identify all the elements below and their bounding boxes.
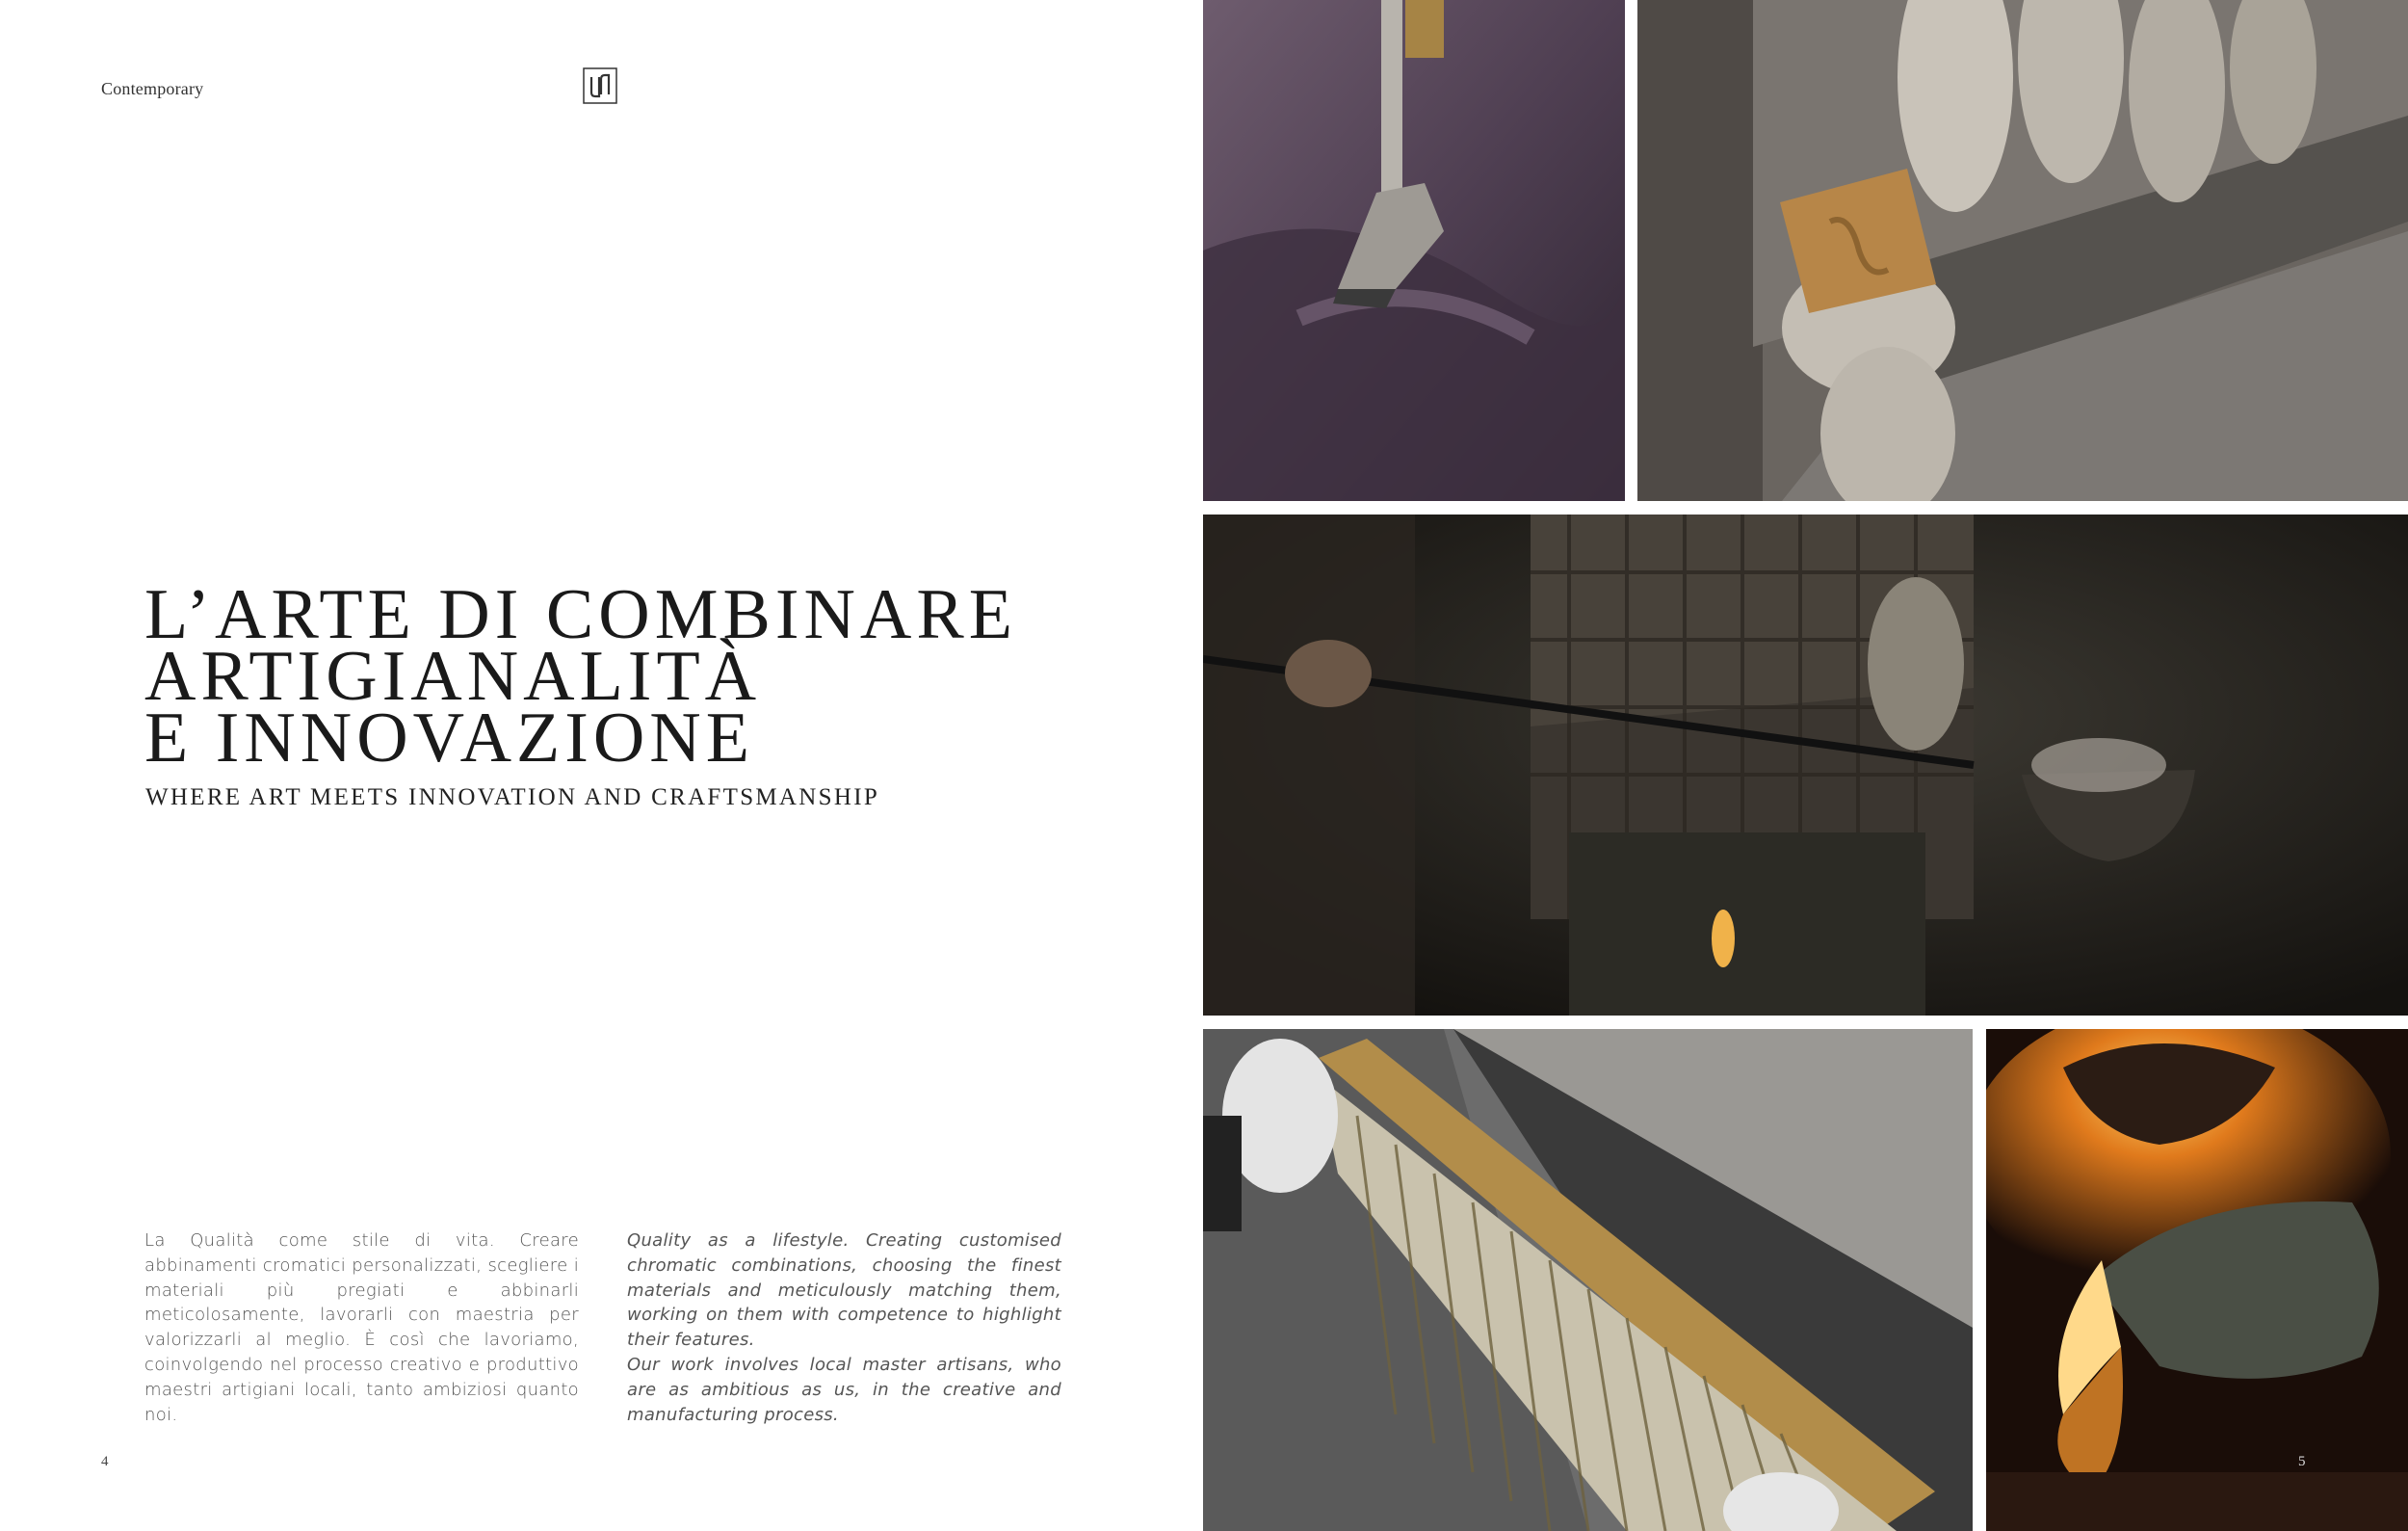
italian-paragraph: La Qualità come stile di vita. Creare abbinamenti cromatici personalizzati, scegliere i materiali più pregiati e abbinarli meticolosamente, lavorarli con maestria per valorizzarli al meglio. È così che lavoriamo, coinvolgendo nel processo creativo e produttivo maestri artigiani locali, tanto ambiziosi quanto noi.: [144, 1230, 579, 1425]
english-paragraph-1: Quality as a lifestyle. Creating customised chromatic combinations, choosing the finest materials and meticulously matching them, working on them with competence to highlight their features.: [627, 1230, 1061, 1351]
gloved-hands-brass-logo-plate-photo: [1637, 0, 2408, 501]
body-text-english: [627, 1228, 1061, 1427]
section-label: Contemporary: [101, 79, 204, 98]
headline-line-3: E INNOVAZIONE: [144, 699, 754, 778]
headline-line-2: ARTIGIANALITÀ: [144, 637, 762, 716]
headline-line-1: L’ARTE DI COMBINARE: [144, 575, 1017, 654]
headline: [144, 575, 1017, 778]
subheadline: WHERE ART MEETS INNOVATION AND CRAFTSMANSHIP: [145, 784, 880, 810]
pouring-molten-metal-photo: [1986, 1029, 2408, 1531]
artisan-carrying-molten-metal-ladle-photo: [1203, 515, 2408, 1016]
brass-drawer-front-detail-photo: [1203, 1029, 1973, 1531]
sewing-machine-fabric-photo: [1203, 0, 1625, 501]
body-text-italian: [144, 1228, 579, 1427]
english-paragraph-2: Our work involves local master artisans, who are as ambitious as us, in the creative and manufacturing process.: [627, 1354, 1061, 1425]
page-number-right: 5: [2298, 1454, 2306, 1469]
page-number-left: 4: [101, 1454, 109, 1469]
brand-logo-icon: [583, 67, 617, 104]
left-page: [0, 0, 1203, 1531]
